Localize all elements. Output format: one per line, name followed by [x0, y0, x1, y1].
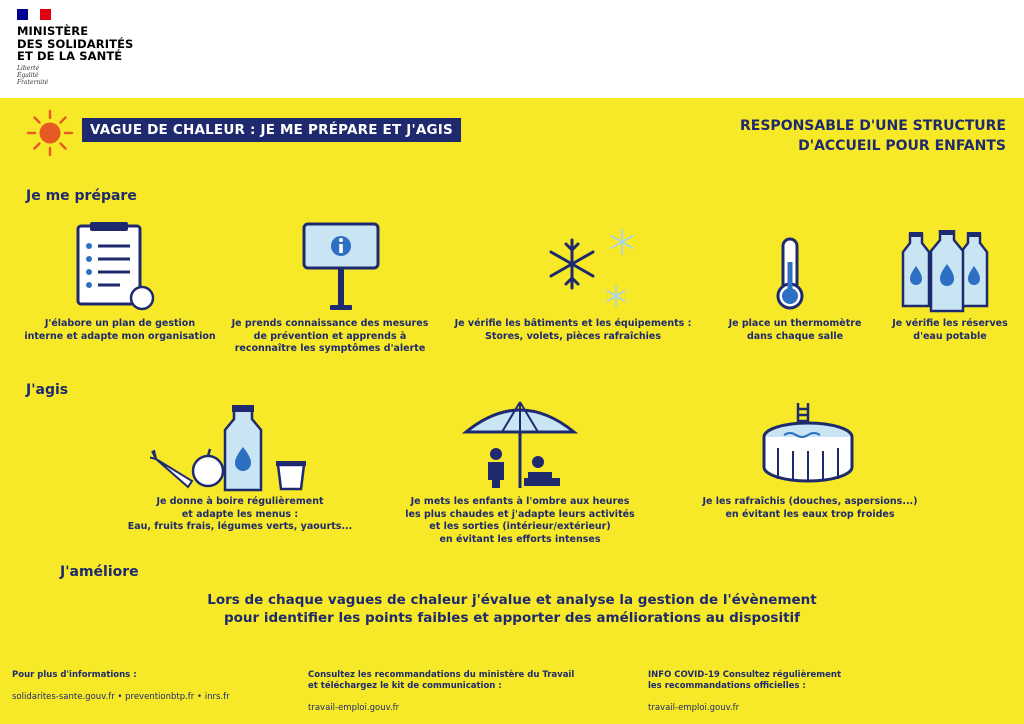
sun-icon	[25, 108, 75, 158]
section-title-prepare: Je me prépare	[26, 188, 137, 204]
caption-shade: Je mets les enfants à l'ombre aux heures les plus chaudes et j'adapte leurs activités et les sorties (intérieur/extérieur) en évitant les efforts intenses	[405, 496, 635, 545]
footer-travail-title: Consultez les recommandations du ministère du Travail et téléchargez le kit de communication :	[308, 670, 575, 691]
footer-travail-link[interactable]: travail-emploi.gouv.fr	[308, 703, 400, 713]
audience-title: RESPONSABLE D'UNE STRUCTURE D'ACCUEIL POUR ENFANTS	[740, 118, 1006, 154]
info-sign-icon	[300, 222, 384, 314]
footer-info-title: Pour plus d'informations :	[12, 670, 137, 680]
parasol-children-icon	[462, 398, 582, 490]
republic-flag-icon	[17, 9, 51, 20]
water-bottles-icon	[896, 230, 1000, 314]
improve-text: Lors de chaque vagues de chaleur j'évalue et analyse la gestion de l'évènement pour identifier les points faibles et apporter des améliorations au dispositif	[207, 592, 817, 626]
banner-title: VAGUE DE CHALEUR : JE ME PRÉPARE ET J'AGIS	[82, 118, 461, 142]
thermometer-icon	[770, 236, 810, 312]
footer-col-covid	[648, 659, 841, 714]
footer-covid-link[interactable]: travail-emploi.gouv.fr	[648, 703, 740, 713]
footer-info-links[interactable]: solidarites-sante.gouv.fr • preventionbtp.fr • inrs.fr	[12, 692, 230, 702]
republic-motto: Liberté Égalité Fraternité	[17, 65, 49, 86]
caption-drinks-menus: Je donne à boire régulièrement et adapte les menus : Eau, fruits frais, légumes verts, yaourts...	[127, 496, 353, 532]
caption-thermometer: Je place un thermomètre dans chaque salle	[728, 318, 862, 342]
caption-water-reserves: Je vérifie les réserves d'eau potable	[892, 318, 1008, 342]
footer-covid-title: INFO COVID-19 Consultez régulièrement les recommandations officielles :	[648, 670, 842, 691]
header	[0, 0, 1024, 98]
ministry-name: MINISTÈRE DES SOLIDARITÉS ET DE LA SANTÉ	[17, 24, 134, 63]
caption-prevention: Je prends connaissance des mesures de prévention et apprends à reconnaître les symptômes d'alerte	[231, 318, 429, 354]
footer-col-travail	[308, 659, 574, 714]
caption-plan: J'élabore un plan de gestion interne et adapte mon organisation	[24, 318, 216, 342]
section-title-improve: J'améliore	[60, 564, 139, 580]
pool-icon	[758, 403, 858, 489]
poster	[0, 98, 1024, 724]
caption-buildings: Je vérifie les bâtiments et les équipements : Stores, volets, pièces rafraîchies	[454, 318, 692, 342]
checklist-icon	[72, 222, 158, 312]
food-and-water-icon	[150, 403, 310, 493]
footer-col-info	[12, 659, 230, 703]
snowflake-icon	[540, 226, 640, 316]
caption-cooling: Je les rafraîchis (douches, aspersions...) en évitant les eaux trop froides	[702, 496, 918, 520]
section-title-act: J'agis	[26, 382, 69, 398]
